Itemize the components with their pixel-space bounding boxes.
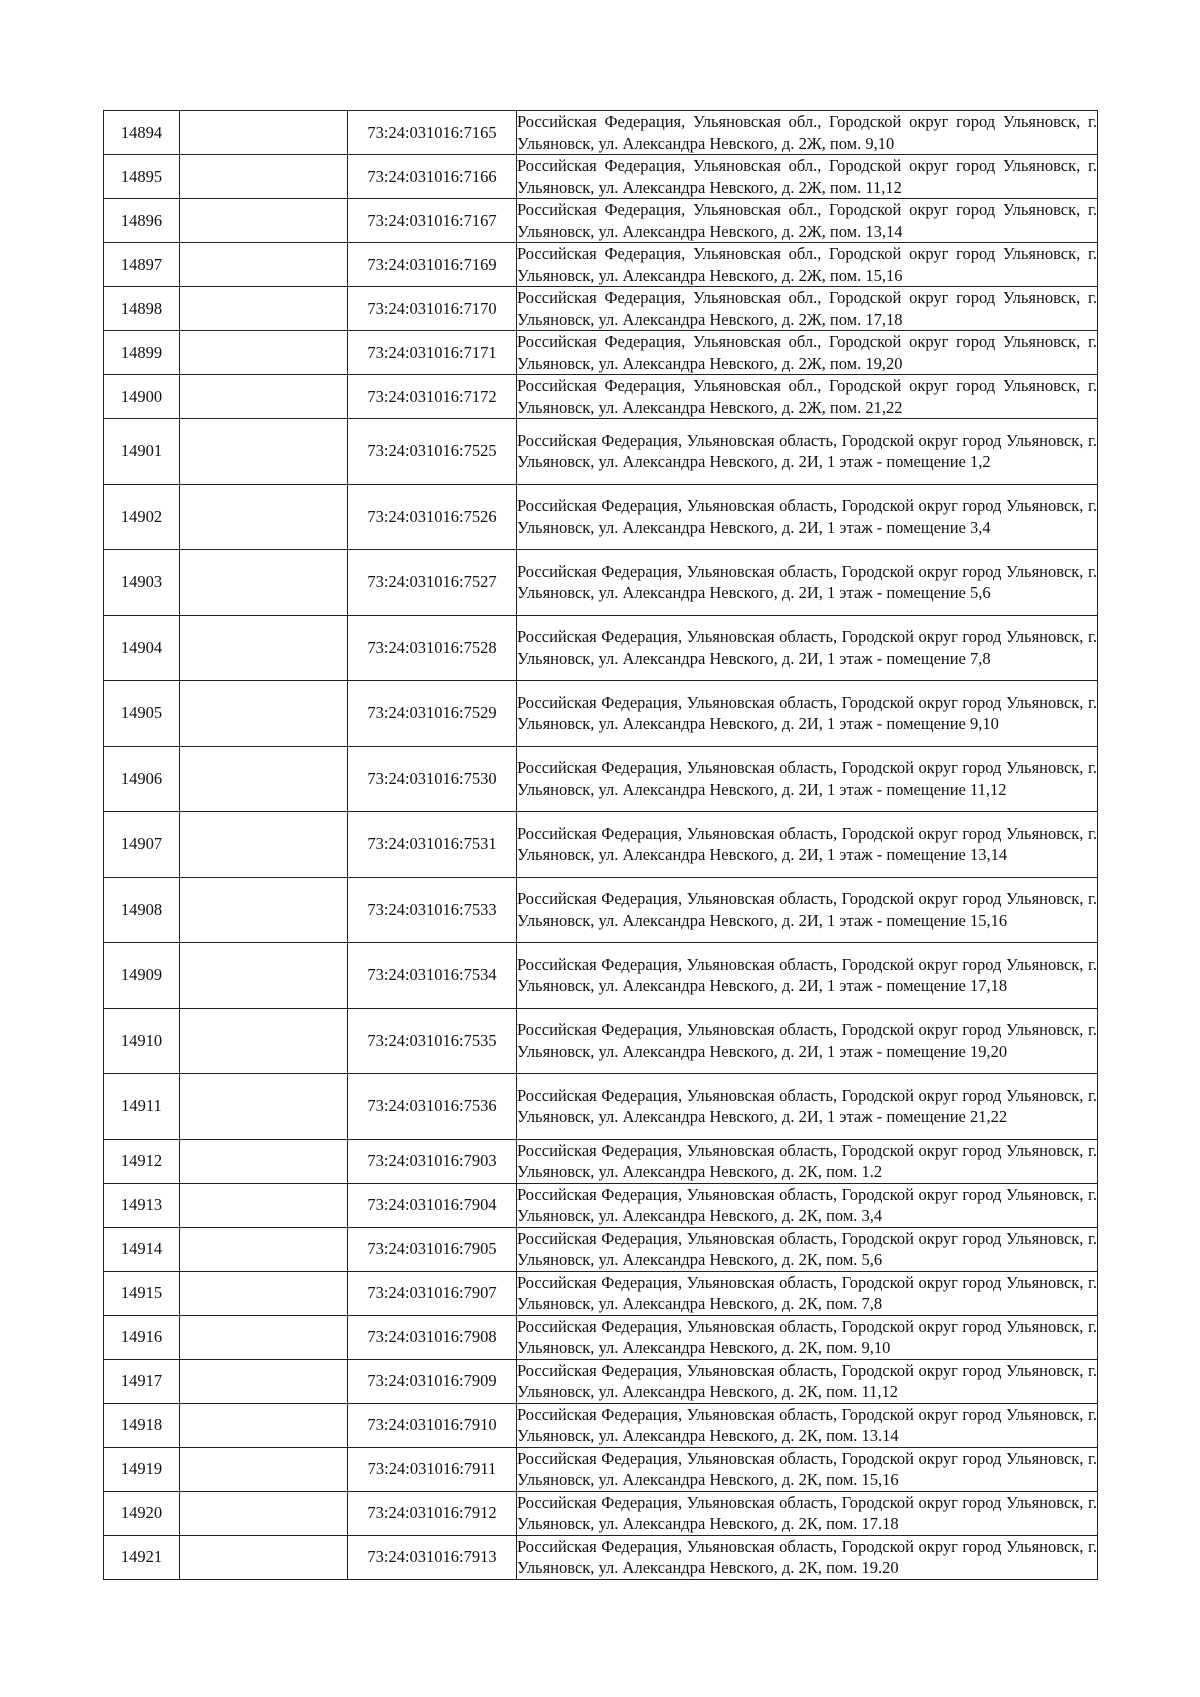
record-number-cell: 14917 [104,1359,180,1403]
table-row [104,243,1098,287]
empty-cell [180,1271,348,1315]
empty-cell [180,550,348,616]
empty-cell [180,1491,348,1535]
empty-cell [180,484,348,550]
cadastral-number-cell: 73:24:031016:7166 [348,155,517,199]
address-cell: Российская Федерация, Ульяновская область, Городской округ город Ульяновск, г. Ульяновск, ул. Александра Невского, д. 2К, пом. 3,4 [517,1184,1097,1225]
table-row [104,199,1098,243]
cadastral-number-cell: 73:24:031016:7527 [348,550,517,616]
registry-table-body [104,111,1098,1580]
address-cell: Российская Федерация, Ульяновская обл., Городской округ город Ульяновск, г. Ульяновск, ул. Александра Невского, д. 2Ж, пом. 11,12 [517,156,1097,197]
table-row [104,1403,1098,1447]
address-cell: Российская Федерация, Ульяновская область, Городской округ город Ульяновск, г. Ульяновск, ул. Александра Невского, д. 2К, пом. 5,6 [517,1228,1097,1269]
address-cell: Российская Федерация, Ульяновская область, Городской округ город Ульяновск, г. Ульяновск, ул. Александра Невского, д. 2К, пом. 11,12 [517,1360,1097,1401]
empty-cell [180,877,348,943]
property-registry-table [103,110,1098,1580]
record-number-cell: 14919 [104,1447,180,1491]
cadastral-number-cell: 73:24:031016:7534 [348,943,517,1009]
record-number-cell: 14909 [104,943,180,1009]
record-number-cell: 14902 [104,484,180,550]
record-number-cell: 14907 [104,812,180,878]
table-row [104,1535,1098,1579]
record-number-cell: 14914 [104,1227,180,1271]
record-number-cell: 14921 [104,1535,180,1579]
table-row [104,1315,1098,1359]
address-cell: Российская Федерация, Ульяновская область, Городской округ город Ульяновск, г. Ульяновск, ул. Александра Невского, д. 2И, 1 этаж - помещение 7,8 [517,615,1098,681]
table-row [104,812,1098,878]
address-cell: Российская Федерация, Ульяновская область, Городской округ город Ульяновск, г. Ульяновск, ул. Александра Невского, д. 2К, пом. 9,10 [517,1316,1097,1357]
address-cell: Российская Федерация, Ульяновская область, Городской округ город Ульяновск, г. Ульяновск, ул. Александра Невского, д. 2И, 1 этаж - помещение 5,6 [517,550,1098,616]
empty-cell [180,1403,348,1447]
empty-cell [180,419,348,485]
record-number-cell: 14900 [104,375,180,419]
address-cell: Российская Федерация, Ульяновская область, Городской округ город Ульяновск, г. Ульяновск, ул. Александра Невского, д. 2И, 1 этаж - помещение 11,12 [517,746,1098,812]
table-row [104,550,1098,616]
address-cell: Российская Федерация, Ульяновская область, Городской округ город Ульяновск, г. Ульяновск, ул. Александра Невского, д. 2И, 1 этаж - помещение 13,14 [517,812,1098,878]
record-number-cell: 14906 [104,746,180,812]
cadastral-number-cell: 73:24:031016:7911 [348,1447,517,1491]
empty-cell [180,375,348,419]
empty-cell [180,1535,348,1579]
record-number-cell: 14904 [104,615,180,681]
empty-cell [180,681,348,747]
cadastral-number-cell: 73:24:031016:7910 [348,1403,517,1447]
record-number-cell: 14894 [104,111,180,155]
address-cell: Российская Федерация, Ульяновская обл., Городской округ город Ульяновск, г. Ульяновск, ул. Александра Невского, д. 2Ж, пом. 19,20 [517,332,1097,373]
cadastral-number-cell: 73:24:031016:7171 [348,331,517,375]
empty-cell [180,943,348,1009]
record-number-cell: 14905 [104,681,180,747]
address-cell: Российская Федерация, Ульяновская область, Городской округ город Ульяновск, г. Ульяновск, ул. Александра Невского, д. 2И, 1 этаж - помещение 15,16 [517,877,1098,943]
empty-cell [180,1359,348,1403]
table-row [104,681,1098,747]
table-row [104,1008,1098,1074]
address-cell: Российская Федерация, Ульяновская область, Городской округ город Ульяновск, г. Ульяновск, ул. Александра Невского, д. 2И, 1 этаж - помещение 1,2 [517,419,1098,485]
record-number-cell: 14901 [104,419,180,485]
record-number-cell: 14916 [104,1315,180,1359]
empty-cell [180,287,348,331]
record-number-cell: 14920 [104,1491,180,1535]
cadastral-number-cell: 73:24:031016:7533 [348,877,517,943]
address-cell: Российская Федерация, Ульяновская область, Городской округ город Ульяновск, г. Ульяновск, ул. Александра Невского, д. 2К, пом. 1.2 [517,1140,1097,1181]
table-row [104,331,1098,375]
cadastral-number-cell: 73:24:031016:7525 [348,419,517,485]
cadastral-number-cell: 73:24:031016:7528 [348,615,517,681]
table-row [104,1074,1098,1140]
table-row [104,111,1098,155]
empty-cell [180,1227,348,1271]
address-cell: Российская Федерация, Ульяновская область, Городской округ город Ульяновск, г. Ульяновск, ул. Александра Невского, д. 2И, 1 этаж - помещение 17,18 [517,943,1098,1009]
address-cell: Российская Федерация, Ульяновская обл., Городской округ город Ульяновск, г. Ульяновск, ул. Александра Невского, д. 2Ж, пом. 9,10 [517,112,1097,153]
address-cell: Российская Федерация, Ульяновская обл., Городской округ город Ульяновск, г. Ульяновск, ул. Александра Невского, д. 2Ж, пом. 21,22 [517,376,1097,417]
address-cell: Российская Федерация, Ульяновская область, Городской округ город Ульяновск, г. Ульяновск, ул. Александра Невского, д. 2К, пом. 19.20 [517,1536,1097,1577]
cadastral-number-cell: 73:24:031016:7167 [348,199,517,243]
empty-cell [180,1315,348,1359]
empty-cell [180,615,348,681]
cadastral-number-cell: 73:24:031016:7165 [348,111,517,155]
address-cell: Российская Федерация, Ульяновская область, Городской округ город Ульяновск, г. Ульяновск, ул. Александра Невского, д. 2К, пом. 7,8 [517,1272,1097,1313]
cadastral-number-cell: 73:24:031016:7172 [348,375,517,419]
address-cell: Российская Федерация, Ульяновская область, Городской округ город Ульяновск, г. Ульяновск, ул. Александра Невского, д. 2И, 1 этаж - помещение 9,10 [517,681,1098,747]
empty-cell [180,746,348,812]
empty-cell [180,155,348,199]
address-cell: Российская Федерация, Ульяновская обл., Городской округ город Ульяновск, г. Ульяновск, ул. Александра Невского, д. 2Ж, пом. 13,14 [517,200,1097,241]
record-number-cell: 14898 [104,287,180,331]
address-cell: Российская Федерация, Ульяновская область, Городской округ город Ульяновск, г. Ульяновск, ул. Александра Невского, д. 2К, пом. 15,16 [517,1448,1097,1489]
table-row [104,419,1098,485]
empty-cell [180,1447,348,1491]
address-cell: Российская Федерация, Ульяновская область, Городской округ город Ульяновск, г. Ульяновск, ул. Александра Невского, д. 2К, пом. 17.18 [517,1492,1097,1533]
empty-cell [180,199,348,243]
table-row [104,155,1098,199]
address-cell: Российская Федерация, Ульяновская обл., Городской округ город Ульяновск, г. Ульяновск, ул. Александра Невского, д. 2Ж, пом. 15,16 [517,244,1097,285]
cadastral-number-cell: 73:24:031016:7530 [348,746,517,812]
address-cell: Российская Федерация, Ульяновская обл., Городской округ город Ульяновск, г. Ульяновск, ул. Александра Невского, д. 2Ж, пом. 17,18 [517,288,1097,329]
record-number-cell: 14903 [104,550,180,616]
cadastral-number-cell: 73:24:031016:7908 [348,1315,517,1359]
cadastral-number-cell: 73:24:031016:7903 [348,1139,517,1183]
table-row [104,877,1098,943]
table-row [104,375,1098,419]
cadastral-number-cell: 73:24:031016:7909 [348,1359,517,1403]
record-number-cell: 14912 [104,1139,180,1183]
empty-cell [180,1139,348,1183]
table-row [104,1183,1098,1227]
record-number-cell: 14913 [104,1183,180,1227]
table-row [104,943,1098,1009]
address-cell: Российская Федерация, Ульяновская область, Городской округ город Ульяновск, г. Ульяновск, ул. Александра Невского, д. 2И, 1 этаж - помещение 19,20 [517,1008,1098,1074]
empty-cell [180,812,348,878]
cadastral-number-cell: 73:24:031016:7904 [348,1183,517,1227]
record-number-cell: 14896 [104,199,180,243]
cadastral-number-cell: 73:24:031016:7531 [348,812,517,878]
cadastral-number-cell: 73:24:031016:7529 [348,681,517,747]
table-row [104,1139,1098,1183]
record-number-cell: 14908 [104,877,180,943]
table-row [104,1271,1098,1315]
record-number-cell: 14897 [104,243,180,287]
cadastral-number-cell: 73:24:031016:7169 [348,243,517,287]
table-row [104,1359,1098,1403]
empty-cell [180,243,348,287]
empty-cell [180,331,348,375]
table-row [104,615,1098,681]
empty-cell [180,1074,348,1140]
record-number-cell: 14911 [104,1074,180,1140]
table-row [104,746,1098,812]
record-number-cell: 14910 [104,1008,180,1074]
address-cell: Российская Федерация, Ульяновская область, Городской округ город Ульяновск, г. Ульяновск, ул. Александра Невского, д. 2И, 1 этаж - помещение 21,22 [517,1074,1098,1140]
cadastral-number-cell: 73:24:031016:7913 [348,1535,517,1579]
record-number-cell: 14918 [104,1403,180,1447]
table-row [104,1491,1098,1535]
record-number-cell: 14915 [104,1271,180,1315]
cadastral-number-cell: 73:24:031016:7535 [348,1008,517,1074]
table-row [104,1447,1098,1491]
table-row [104,287,1098,331]
address-cell: Российская Федерация, Ульяновская область, Городской округ город Ульяновск, г. Ульяновск, ул. Александра Невского, д. 2И, 1 этаж - помещение 3,4 [517,484,1098,550]
cadastral-number-cell: 73:24:031016:7526 [348,484,517,550]
empty-cell [180,1008,348,1074]
cadastral-number-cell: 73:24:031016:7170 [348,287,517,331]
cadastral-number-cell: 73:24:031016:7536 [348,1074,517,1140]
table-row [104,484,1098,550]
record-number-cell: 14895 [104,155,180,199]
record-number-cell: 14899 [104,331,180,375]
table-row [104,1227,1098,1271]
cadastral-number-cell: 73:24:031016:7907 [348,1271,517,1315]
empty-cell [180,1183,348,1227]
cadastral-number-cell: 73:24:031016:7912 [348,1491,517,1535]
address-cell: Российская Федерация, Ульяновская область, Городской округ город Ульяновск, г. Ульяновск, ул. Александра Невского, д. 2К, пом. 13.14 [517,1404,1097,1445]
cadastral-number-cell: 73:24:031016:7905 [348,1227,517,1271]
empty-cell [180,111,348,155]
